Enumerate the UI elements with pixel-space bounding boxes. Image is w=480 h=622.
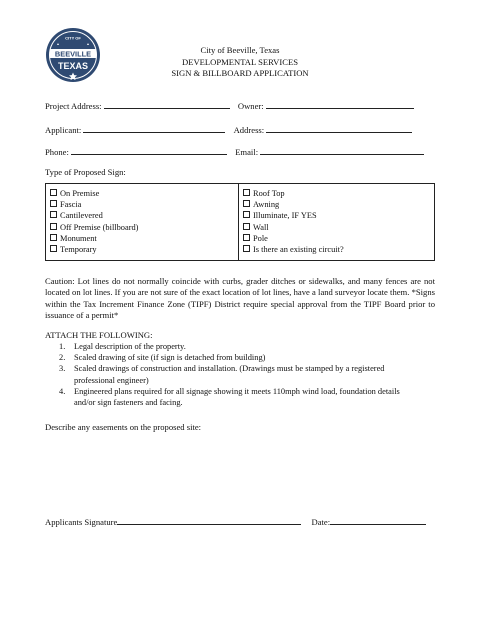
checkbox-icon[interactable] — [243, 223, 250, 230]
option-label: On Premise — [60, 189, 100, 198]
sign-type-table — [45, 183, 435, 261]
attach-item-number: 4. — [59, 386, 66, 396]
checkbox-icon[interactable] — [243, 234, 250, 241]
checkbox-icon[interactable] — [243, 211, 250, 218]
sign-option-monument[interactable] — [50, 233, 138, 244]
sign-option-wall[interactable] — [243, 222, 344, 233]
option-label: Roof Top — [253, 189, 285, 198]
option-label: Awning — [253, 200, 280, 210]
document-header — [110, 45, 370, 80]
owner-label: Owner: — [237, 101, 264, 111]
applicant-field[interactable] — [83, 124, 225, 133]
signature-label: Applicants Signature — [45, 517, 118, 527]
address-label: Address: — [233, 125, 265, 135]
sign-type-right-list — [243, 188, 344, 255]
signature-row — [45, 516, 426, 527]
attach-list — [45, 341, 405, 408]
option-label: Cantilevered — [60, 211, 103, 221]
attach-heading: ATTACH THE FOLLOWING: — [45, 330, 153, 340]
owner-field[interactable] — [266, 100, 414, 109]
svg-text:BEEVILLE: BEEVILLE — [54, 49, 92, 59]
attach-item-text: Engineered plans required for all signage showing it meets 110mph wind load, foundation details and/or sign fasteners and facing. — [74, 386, 400, 408]
sign-option-pole[interactable] — [243, 233, 344, 244]
header-city: City of Beeville, Texas — [200, 45, 280, 55]
email-field[interactable] — [260, 146, 424, 155]
attach-item — [45, 386, 405, 408]
sign-option-off-premise[interactable] — [50, 222, 138, 233]
city-seal-logo — [45, 27, 101, 83]
sign-type-label: Type of Proposed Sign: — [45, 167, 126, 177]
checkbox-icon[interactable] — [243, 245, 250, 252]
checkbox-icon[interactable] — [50, 245, 57, 252]
option-label: Wall — [253, 222, 269, 232]
header-form-title: SIGN & BILLBOARD APPLICATION — [171, 68, 309, 78]
row-applicant-address — [45, 124, 412, 135]
checkbox-icon[interactable] — [50, 234, 57, 241]
attach-item — [45, 352, 405, 363]
easement-label: Describe any easements on the proposed site: — [45, 422, 202, 432]
option-label: Fascia — [60, 200, 82, 210]
date-field[interactable] — [330, 516, 426, 525]
attach-item-number: 2. — [59, 353, 66, 363]
checkbox-icon[interactable] — [50, 200, 57, 207]
date-label: Date: — [311, 517, 331, 527]
address-field[interactable] — [266, 124, 412, 133]
row-project-owner — [45, 100, 414, 111]
option-label: Monument — [60, 233, 97, 243]
sign-type-divider — [238, 184, 239, 260]
sign-option-existing-circuit[interactable] — [243, 244, 344, 255]
sign-option-illuminate[interactable] — [243, 210, 344, 221]
attach-item-text: Legal description of the property. — [74, 342, 186, 351]
checkbox-icon[interactable] — [243, 189, 250, 196]
signature-field[interactable] — [117, 516, 301, 525]
sign-option-cantilevered[interactable] — [50, 210, 138, 221]
applicant-label: Applicant: — [45, 125, 82, 135]
checkbox-icon[interactable] — [50, 223, 57, 230]
sign-option-roof-top[interactable] — [243, 188, 344, 199]
attach-item — [45, 341, 405, 352]
header-department: DEVELOPMENTAL SERVICES — [182, 56, 298, 67]
attach-item-text: Scaled drawing of site (if sign is detached from building) — [74, 353, 266, 363]
attach-item-number: 3. — [59, 364, 66, 374]
sign-option-temporary[interactable] — [50, 244, 138, 255]
option-label: Off Premise (billboard) — [60, 222, 139, 232]
option-label: Temporary — [60, 245, 97, 255]
phone-field[interactable] — [71, 146, 227, 155]
attach-item — [45, 363, 405, 385]
sign-option-fascia[interactable] — [50, 199, 138, 210]
sign-type-left-list — [50, 188, 138, 255]
checkbox-icon[interactable] — [243, 200, 250, 207]
email-label: Email: — [235, 147, 259, 157]
option-label: Is there an existing circuit? — [253, 245, 344, 255]
phone-label: Phone: — [45, 147, 69, 157]
option-label: Illuminate, IF YES — [253, 211, 317, 221]
sign-option-awning[interactable] — [243, 199, 344, 210]
checkbox-icon[interactable] — [50, 189, 57, 196]
option-label: Pole — [253, 233, 268, 243]
attach-item-text: Scaled drawings of construction and installation. (Drawings must be stamped by a registered professional engineer) — [74, 364, 385, 385]
row-phone-email — [45, 146, 424, 157]
project-address-label: Project Address: — [45, 101, 102, 111]
svg-text:CITY OF: CITY OF — [65, 35, 81, 41]
sign-option-on-premise[interactable] — [50, 188, 138, 199]
caution-paragraph: Caution: Lot lines do not normally coincide with curbs, grader ditches or sidewalks, and many fences are not located on lot lines. If you are not sure of the exact location of lot lines, have a land surveyor locate them. *Signs within the Tax Increment Finance Zone (TIPF) District require special approval from the TIPF Board prior to issuance of a permit* — [45, 276, 435, 321]
project-address-field[interactable] — [104, 100, 230, 109]
checkbox-icon[interactable] — [50, 211, 57, 218]
attach-item-number: 1. — [59, 342, 66, 351]
svg-text:TEXAS: TEXAS — [57, 61, 89, 71]
